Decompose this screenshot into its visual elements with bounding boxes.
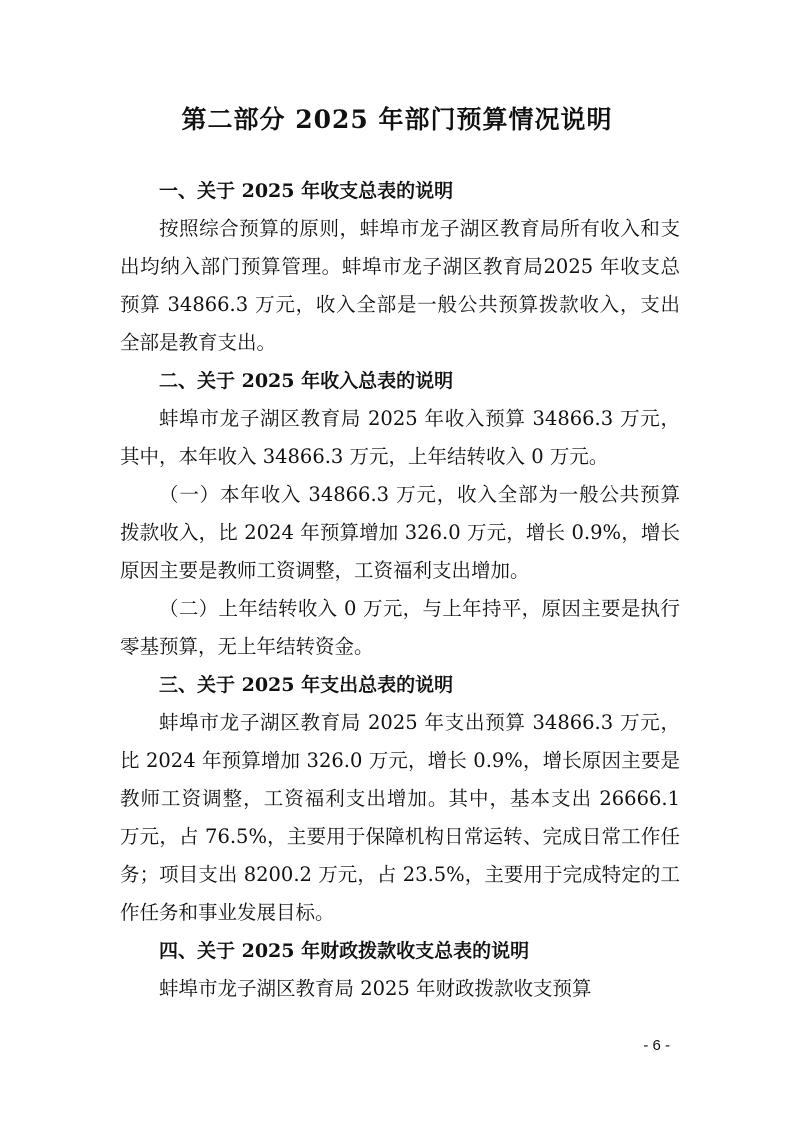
section-2-paragraph-1: 蚌埠市龙子湖区教育局 2025 年收入预算 34866.3 万元，其中，本年收入 34866.3 万元，上年结转收入 0 万元。 <box>120 407 680 468</box>
section-heading-3: 三、关于 2025 年支出总表的说明 <box>159 674 454 696</box>
section-1-paragraph-1: 按照综合预算的原则，蚌埠市龙子湖区教育局所有收入和支出均纳入部门预算管理。蚌埠市龙子湖区教育局2025 年收支总预算 34866.3 万元，收入全部是一般公共预算拨款收入，支出全部是教育支出。 <box>120 217 680 354</box>
page-number: - 6 - <box>643 1037 670 1054</box>
section-heading-2: 二、关于 2025 年收入总表的说明 <box>159 370 454 392</box>
section-4-paragraph-1: 蚌埠市龙子湖区教育局 2025 年财政拨款收支预算 <box>159 977 592 1000</box>
section-2-paragraph-3: （二）上年结转收入 0 万元，与上年持平，原因主要是执行零基预算，无上年结转资金。 <box>120 597 680 658</box>
document-body <box>120 172 680 1008</box>
page-title: 第二部分 2025 年部门预算情况说明 <box>181 105 613 134</box>
section-2-paragraph-2: （一）本年收入 34866.3 万元，收入全部为一般公共预算拨款收入，比 2024 年预算增加 326.0 万元，增长 0.9%，增长原因主要是教师工资调整，工资福利支出增加。 <box>120 483 680 582</box>
section-heading-4: 四、关于 2025 年财政拨款收支总表的说明 <box>159 940 530 962</box>
section-3-paragraph-1: 蚌埠市龙子湖区教育局 2025 年支出预算 34866.3 万元，比 2024 年预算增加 326.0 万元，增长 0.9%，增长原因主要是教师工资调整，工资福利支出增加。其中，基本支出 26666.1 万元，占 76.5%，主要用于保障机构日常运转、完成日常工作任务；项目支出 8200.2 万元，占 23.5%，主要用于完成特定的工作任务和事业发展目标。 <box>120 711 680 924</box>
section-heading-1: 一、关于 2025 年收支总表的说明 <box>159 180 454 202</box>
